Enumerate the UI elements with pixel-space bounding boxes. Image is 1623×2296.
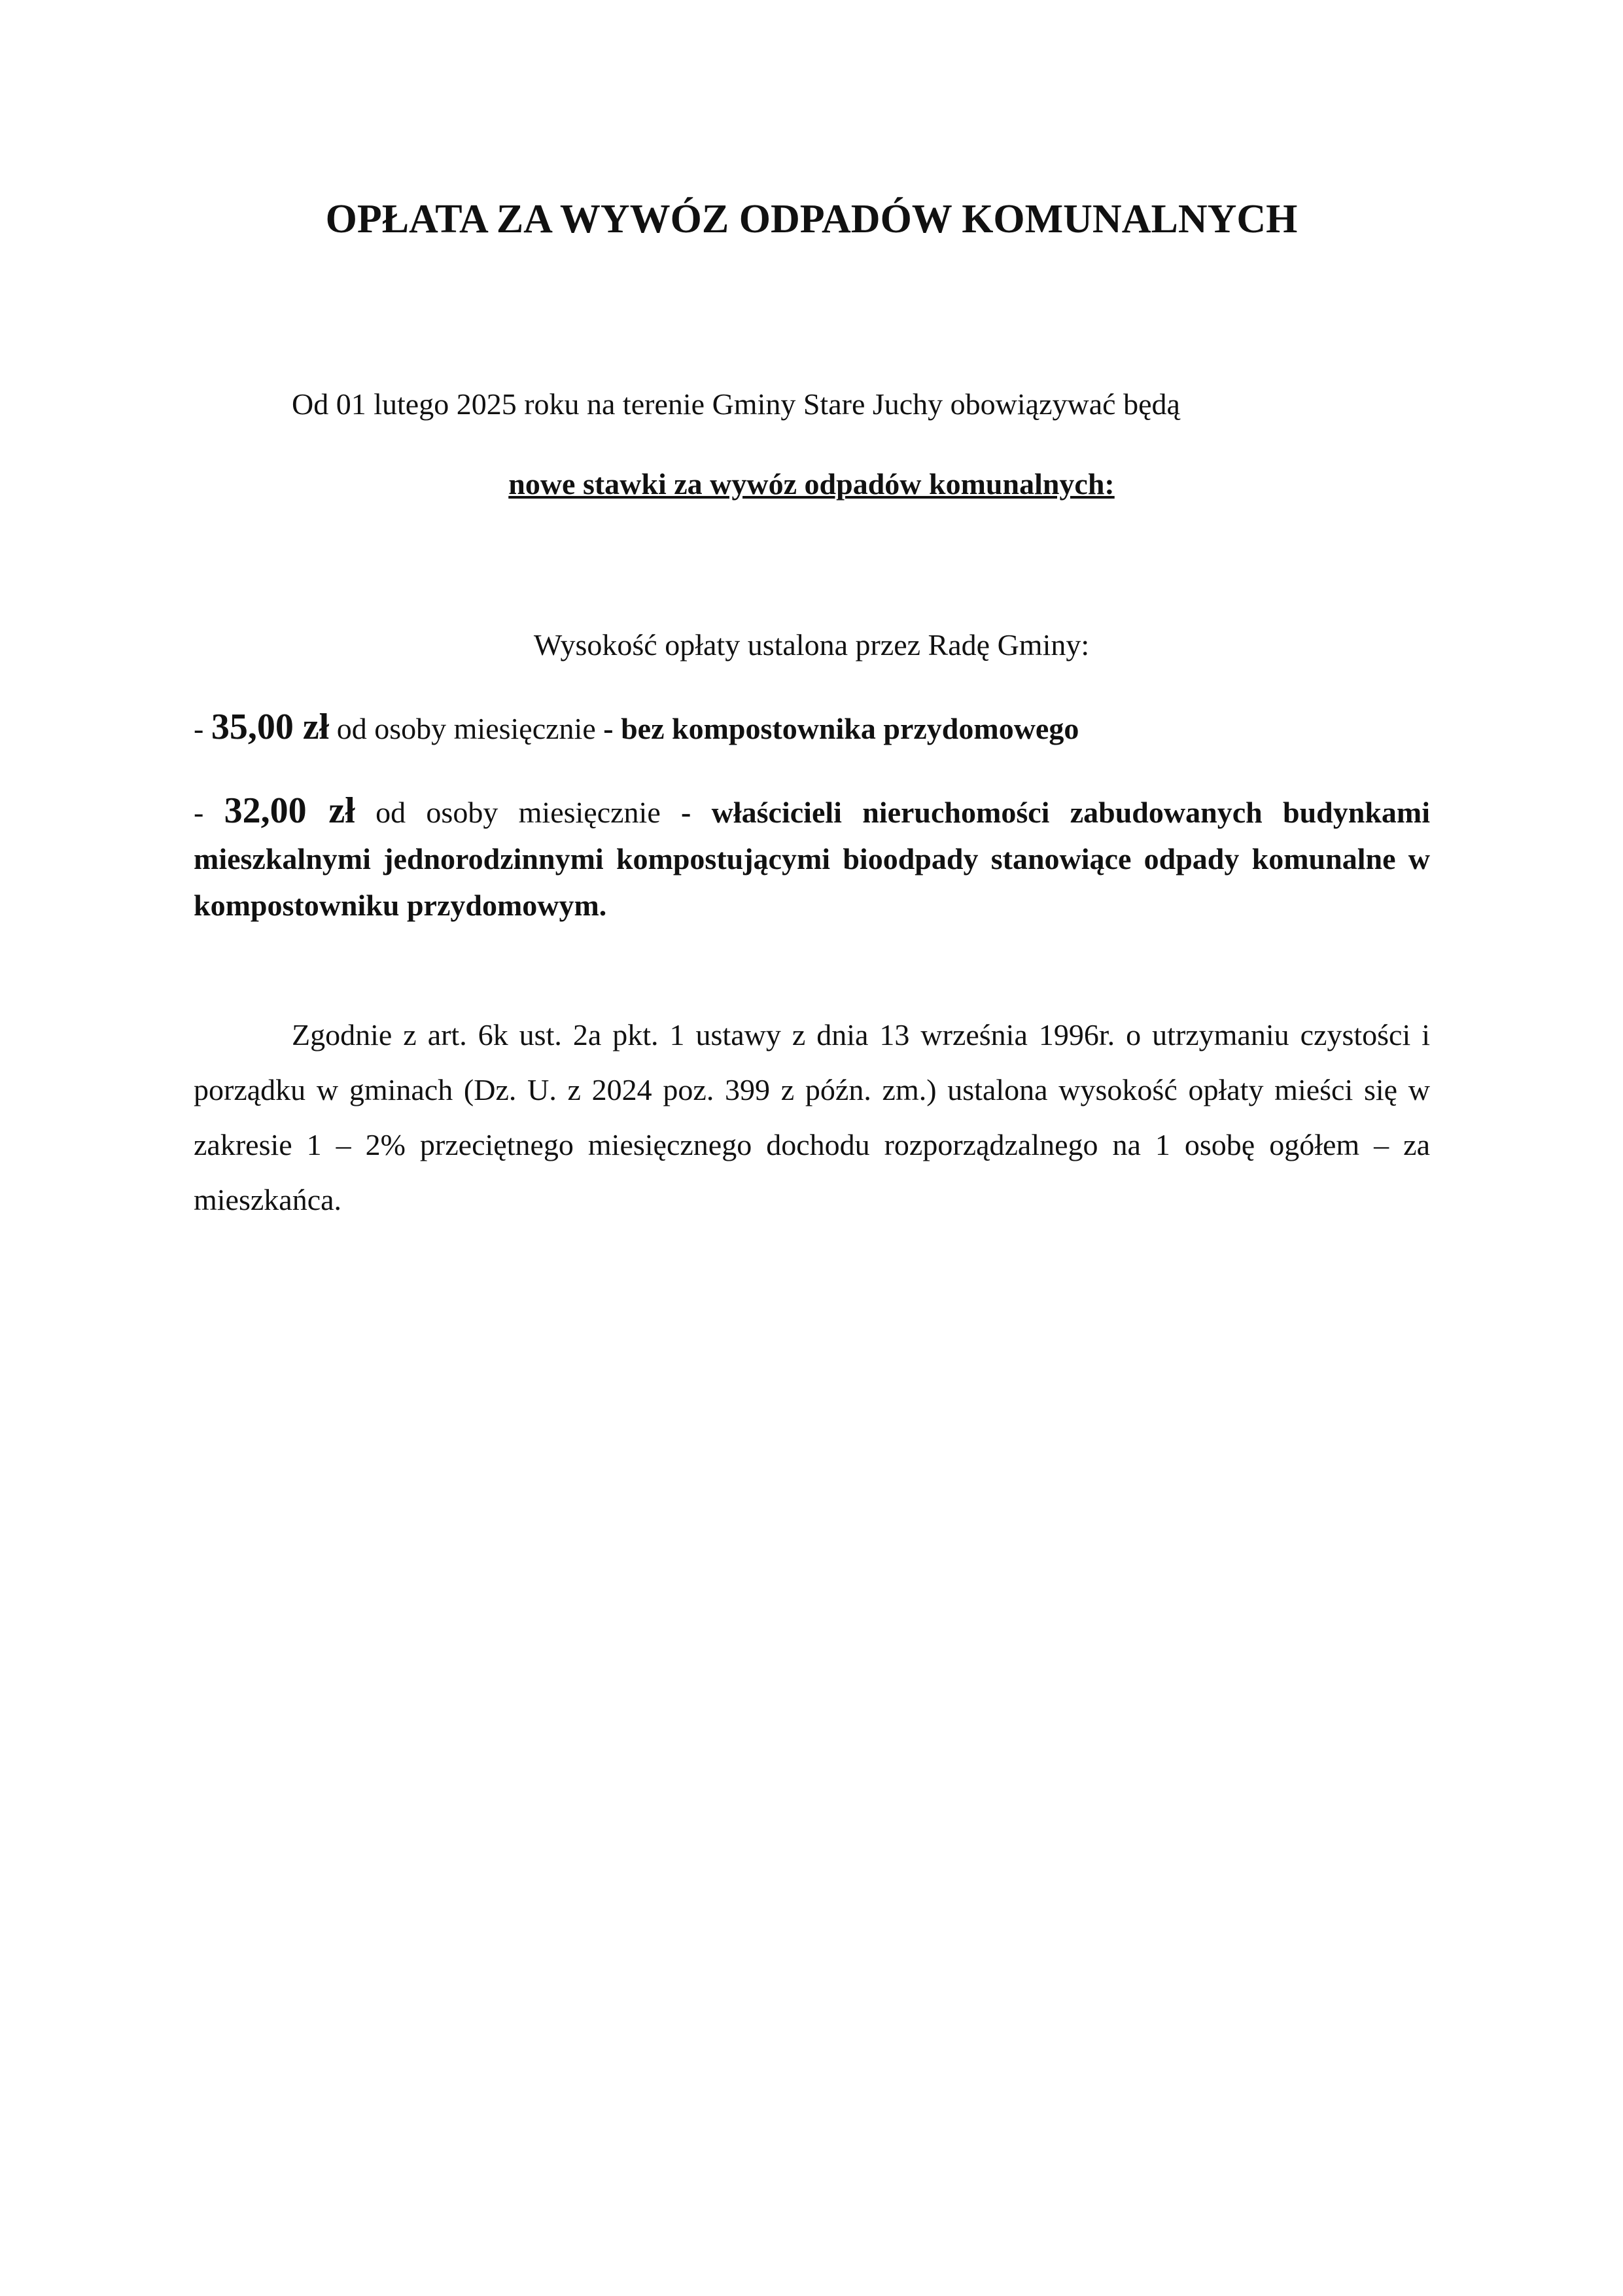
fee-dash: - [194,712,211,745]
subheading: nowe stawki za wywóz odpadów komunalnych: [508,467,1115,501]
fee-amount: 32,00 zł [224,790,355,831]
intro-text: Od 01 lutego 2025 roku na terenie Gminy Stare Juchy obowiązywać będą [292,387,1180,421]
fee-amount: 35,00 zł [211,707,330,747]
fee-condition: - właścicieli nieruchomości zabudowanych budynkami mieszkalnymi jednorodzinnymi kompostującymi bioodpady stanowiące odpady komunalne w kompostowniku przydomowym. [194,796,1430,922]
fee-label: Wysokość opłaty ustalona przez Radę Gminy: [533,628,1090,662]
fee-per: od osoby miesięcznie [355,796,682,829]
fee-condition: - bez kompostownika przydomowego [603,712,1079,745]
fee-dash: - [194,796,224,829]
fee-item-2 [194,788,1430,928]
document-title: OPŁATA ZA WYWÓZ ODPADÓW KOMUNALNYCH [325,197,1298,241]
fee-item-1 [194,704,1079,752]
fee-per: od osoby miesięcznie [329,712,604,745]
legal-note: Zgodnie z art. 6k ust. 2a pkt. 1 ustawy z dnia 13 września 1996r. o utrzymaniu czystości i porządku w gminach (Dz. U. z 2024 poz. 399 z późn. zm.) ustalona wysokość opłaty mieści się w zakresie 1 – 2% przeciętnego miesięcznego dochodu rozporządzalnego na 1 osobę ogółem – za mieszkańca. [194,1018,1430,1216]
